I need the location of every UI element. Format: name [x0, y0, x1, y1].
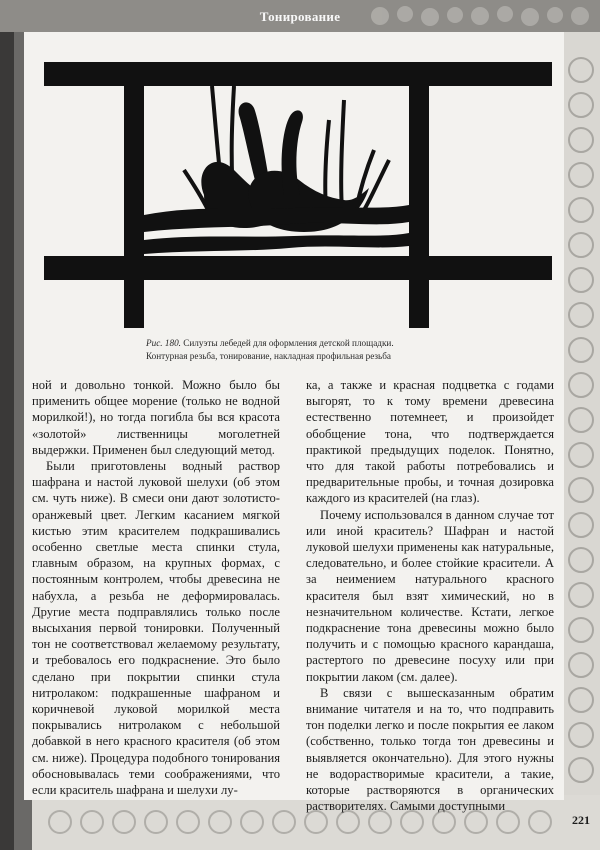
- left-text-column: [32, 377, 280, 798]
- caption-line-1: Силуэты лебедей для оформления детской площадки.: [183, 338, 394, 348]
- swan-silhouette-illustration: [44, 60, 552, 332]
- caption-line-2: Контурная резьба, тонирование, накладная профильная резьба: [146, 351, 391, 361]
- page-number: 221: [572, 813, 590, 827]
- running-header: Тонирование: [259, 9, 341, 24]
- paragraph: Почему использовался в данном случае тот или иной краситель? Шафран и настой луковой шелухи применены как натуральные, следовательно, и более стойкие красители. А за неимением натурального красного красителя был взят химический, но в незначительном количестве. Кстати, легкое подкраснение тона древесины можно было получить и с помощью красного карандаша, растертого по древесине посуху или при покрытии лаком (см. далее).: [306, 507, 554, 684]
- paragraph: ка, а также и красная подцветка с годами выгорят, то к тому времени древесина естественно потемнеет, и произойдет обобщение тона, что подтверждается практикой предыдущих поделок. Понятно, что для такой работы потребовались и предварительные пробы, и точная дозировка каждого из красителей (на глаз).: [306, 378, 554, 506]
- figure-number: Рис. 180.: [146, 338, 181, 348]
- right-text-column: [306, 377, 554, 814]
- paragraph: В связи с вышесказанным обратим внимание читателя и на то, что подправить тон поделки легко и после покрытия ее лаком (собственно, только тогда тон древесины и выявляется окончательно). Для этого нужны не водорастворимые красители, а такие, которые растворяются в органических растворителях. Самыми доступными: [306, 685, 554, 814]
- paragraph: Были приготовлены водный раствор шафрана и настой луковой шелухи (об этом см. чуть ниже). В смеси они дают золотисто-оранжевый цвет. Легким касанием мягкой кистью этим красителем подкрашивались особенно светлые места спинки стула, главным образом, на крупных формах, с постоянным контролем, чтобы древесина не набухла, а резьба не деформировалась. Другие места подправлялись только после высыхания первой тонировки. Полученный тон не соответствовал желаемому результату, и требовалось его подкраснение. Это было сделано при покрытии спинки стула нитролаком: подкрашенные шафраном и коричневой луковой морилкой места покрывались нитролаком с небольшой добавкой в него красного красителя (об этом см. ниже). Процедура подобного тонирования обосновывалась теми соображениями, что если краситель шафрана и шелухи лу-: [32, 459, 280, 798]
- figure-caption: [146, 337, 476, 363]
- paragraph: ной и довольно тонкой. Можно было бы применить общее морение (только не водной морилкой!), но тогда погибла бы вся красота «золотой» лиственницы моголетней выдержки. Применен был следующий метод.: [32, 378, 280, 457]
